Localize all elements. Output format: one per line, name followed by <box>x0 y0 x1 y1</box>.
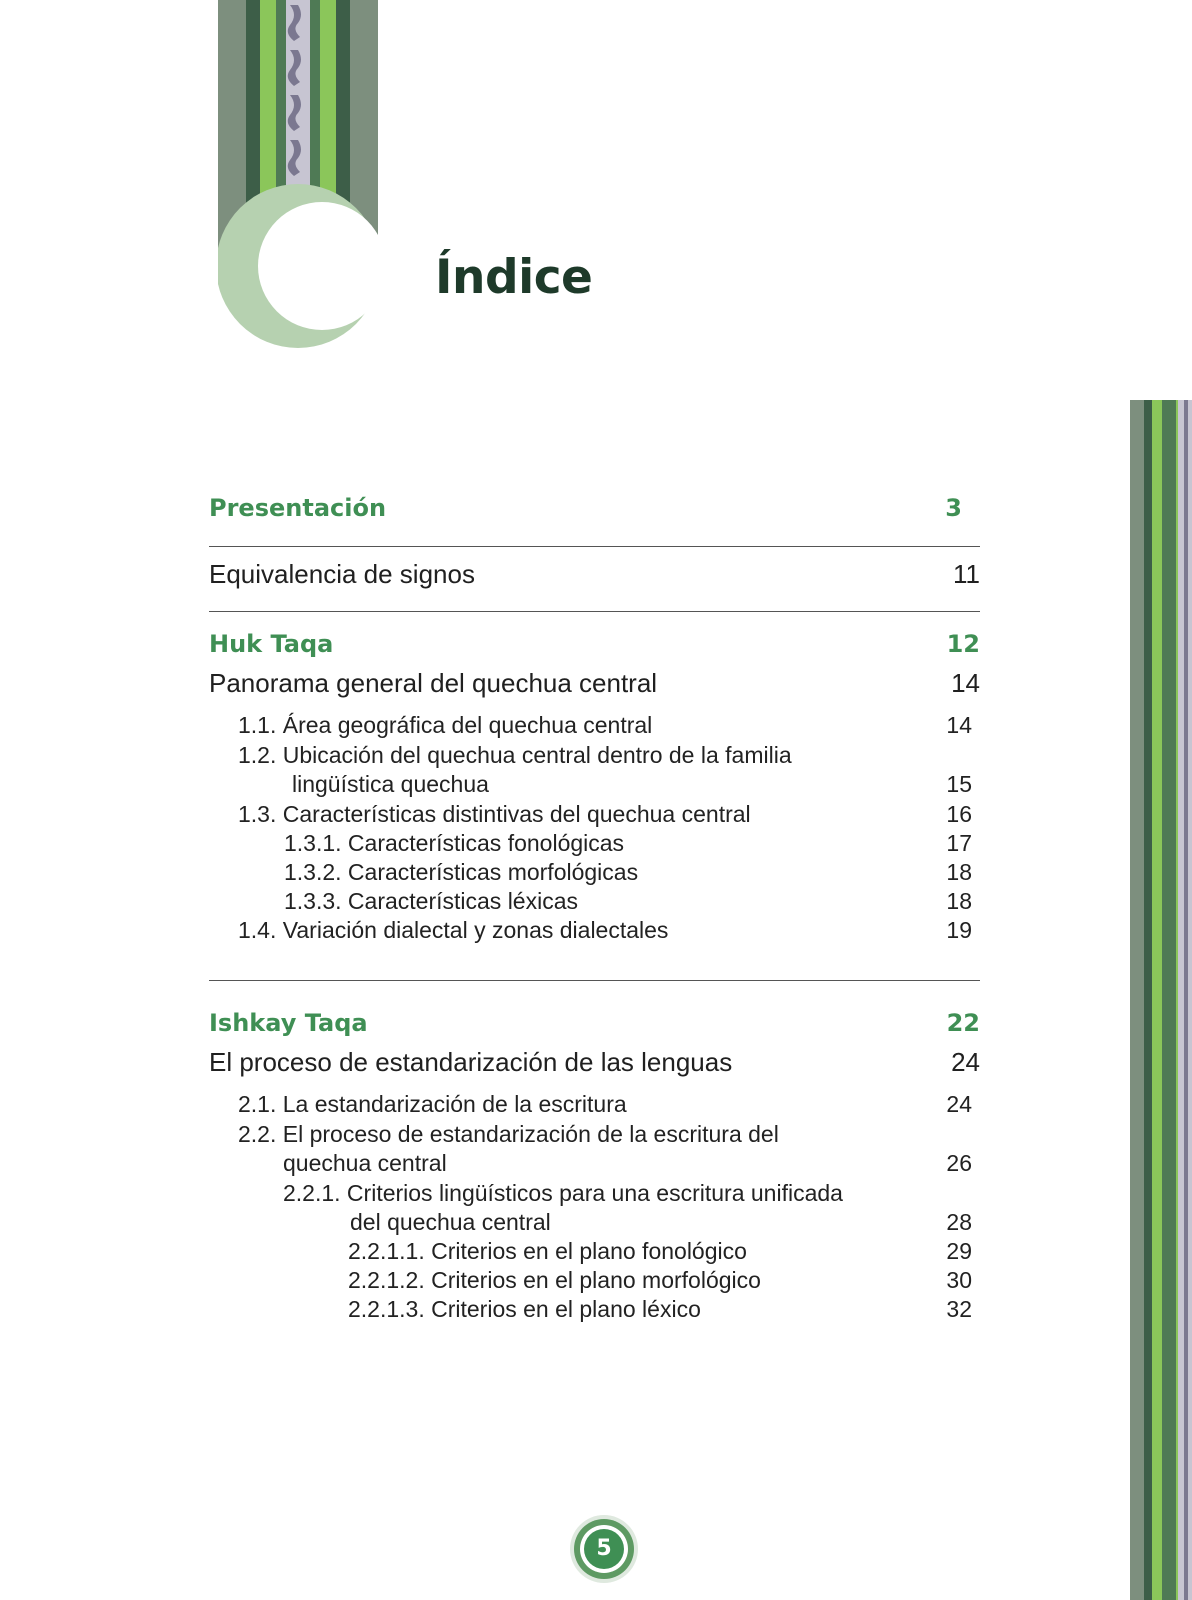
toc-entry-2-2[interactable] <box>209 1121 980 1181</box>
toc-entry-label: 1.1. Área geográfica del quechua central <box>238 712 653 738</box>
toc-entry-proceso[interactable] <box>209 1047 980 1081</box>
toc-entry-label: Panorama general del quechua central <box>209 668 658 698</box>
divider <box>209 611 980 612</box>
toc-entry-page: 19 <box>946 917 972 943</box>
toc-entry-label: 2.1. La estandarización de la escritura <box>238 1091 627 1117</box>
toc-entry-page: 16 <box>946 801 972 827</box>
toc-entry-1-1[interactable] <box>209 712 980 746</box>
toc-entry-page: 15 <box>946 771 972 797</box>
toc-entry-label: 1.3.2. Características morfológicas <box>284 859 639 885</box>
toc-entry-label: 2.2.1. Criterios lingüísticos para una escritura unificada <box>283 1180 843 1206</box>
toc-entry-label-continued: del quechua central <box>350 1209 551 1235</box>
toc-entry-label: Equivalencia de signos <box>209 559 475 589</box>
toc-entry-label: 1.4. Variación dialectal y zonas dialectales <box>238 917 669 943</box>
toc-entry-page: 3 <box>945 494 962 522</box>
decorative-ribbon-side <box>1130 400 1192 1600</box>
toc-entry-2-1[interactable] <box>209 1091 980 1125</box>
toc-entry-2-2-1-3[interactable] <box>209 1296 980 1330</box>
decorative-ribbon-top <box>218 0 378 350</box>
toc-entry-label: Huk Taqa <box>209 630 334 658</box>
toc-entry-label-continued: lingüística quechua <box>292 771 489 797</box>
toc-entry-page: 26 <box>946 1150 972 1176</box>
toc-entry-page: 29 <box>946 1238 972 1264</box>
divider <box>209 546 980 547</box>
toc-entry-page: 24 <box>951 1047 980 1077</box>
toc-entry-label: 1.2. Ubicación del quechua central dentro de la familia <box>238 742 792 768</box>
toc-entry-label: 1.3.1. Características fonológicas <box>284 830 625 856</box>
toc-entry-page: 14 <box>946 712 972 738</box>
page-number: 5 <box>596 1536 612 1561</box>
toc-entry-label: 2.2. El proceso de estandarización de la escritura del <box>238 1121 779 1147</box>
page-number-badge <box>569 1514 639 1584</box>
toc-entry-page: 14 <box>951 668 980 698</box>
page-title: Índice <box>435 250 593 305</box>
toc-entry-page: 11 <box>953 559 980 589</box>
toc-entry-page: 28 <box>946 1209 972 1235</box>
toc-entry-page: 30 <box>946 1267 972 1293</box>
toc-entry-page: 18 <box>946 859 972 885</box>
toc-entry-2-2-1[interactable] <box>209 1180 980 1240</box>
toc-entry-page: 12 <box>946 630 980 658</box>
divider <box>209 980 980 981</box>
toc-entry-page: 32 <box>946 1296 972 1322</box>
toc-entry-1-2[interactable] <box>209 742 980 802</box>
toc-entry-label: Ishkay Taqa <box>209 1009 368 1037</box>
toc-entry-label: 2.2.1.1. Criterios en el plano fonológico <box>348 1238 747 1264</box>
toc-entry-presentacion[interactable] <box>209 494 980 528</box>
toc-entry-label: 1.3. Características distintivas del quechua central <box>238 801 751 827</box>
toc-entry-label: 2.2.1.2. Criterios en el plano morfológico <box>348 1267 761 1293</box>
toc-entry-label: 2.2.1.3. Criterios en el plano léxico <box>348 1296 701 1322</box>
toc-entry-1-4[interactable] <box>209 917 980 951</box>
toc-entry-page: 18 <box>946 888 972 914</box>
toc-entry-page: 24 <box>946 1091 972 1117</box>
toc-entry-label: El proceso de estandarización de las lenguas <box>209 1047 733 1077</box>
toc-entry-panorama[interactable] <box>209 668 980 702</box>
toc-entry-page: 22 <box>946 1009 980 1037</box>
toc-entry-label: Presentación <box>209 494 387 522</box>
toc-entry-page: 17 <box>946 830 972 856</box>
toc-entry-ishkay-taqa[interactable] <box>209 1009 980 1043</box>
toc-entry-label: 1.3.3. Características léxicas <box>284 888 579 914</box>
toc-entry-equivalencia[interactable] <box>209 559 980 593</box>
toc-entry-huk-taqa[interactable] <box>209 630 980 664</box>
toc-entry-label-continued: quechua central <box>283 1150 447 1176</box>
